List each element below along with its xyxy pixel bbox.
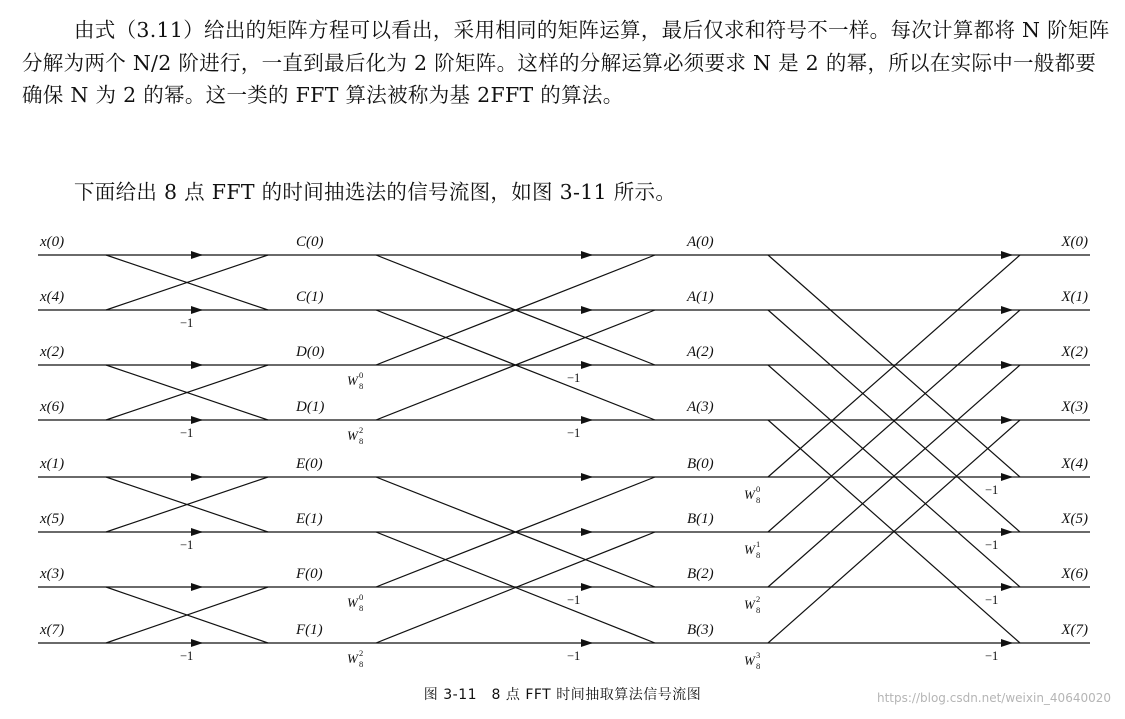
- output-label-1: X(1): [1061, 289, 1088, 305]
- svg-text:8: 8: [359, 659, 364, 669]
- stage2-neg-one-row-7: −1: [567, 649, 581, 663]
- stage3-neg-one-row-7: −1: [985, 649, 999, 663]
- twiddle-stage3-row-7: [744, 650, 760, 671]
- output-label-7: X(7): [1061, 622, 1088, 638]
- svg-text:3: 3: [756, 650, 761, 660]
- svg-text:8: 8: [756, 495, 761, 505]
- output-label-5: X(5): [1061, 511, 1088, 527]
- stage1-node-label-6: F(0): [296, 566, 323, 582]
- svg-text:0: 0: [756, 484, 761, 494]
- stage2-neg-one-row-2: −1: [567, 371, 581, 385]
- svg-text:1: 1: [756, 539, 761, 549]
- body-paragraph-2: 下面给出 8 点 FFT 的时间抽选法的信号流图，如图 3-11 所示。: [74, 180, 677, 204]
- twiddle-stage2-row-7: [347, 648, 363, 669]
- twiddle-stage3-row-4: [744, 484, 760, 505]
- svg-text:2: 2: [756, 594, 761, 604]
- input-label-7: x(7): [40, 622, 65, 638]
- svg-text:0: 0: [359, 592, 364, 602]
- figure-caption: 图 3-11 8 点 FFT 时间抽取算法信号流图: [423, 687, 702, 703]
- input-label-0: x(0): [40, 234, 65, 250]
- svg-text:8: 8: [359, 381, 364, 391]
- stage2-node-label-4: B(0): [687, 456, 714, 472]
- stage1-node-label-2: D(0): [296, 344, 325, 360]
- stage2-node-label-7: B(3): [687, 622, 714, 638]
- stage2-node-label-1: A(1): [687, 289, 714, 305]
- svg-text:8: 8: [756, 550, 761, 560]
- stage2-node-label-2: A(2): [687, 344, 714, 360]
- svg-text:8: 8: [756, 661, 761, 671]
- stage1-neg-one-row-7: −1: [180, 649, 194, 663]
- stage3-neg-one-row-5: −1: [985, 538, 999, 552]
- output-label-2: X(2): [1061, 344, 1088, 360]
- svg-text:8: 8: [359, 436, 364, 446]
- svg-text:W: W: [347, 428, 358, 443]
- stage1-neg-one-row-5: −1: [180, 538, 194, 552]
- stage2-node-label-0: A(0): [687, 234, 714, 250]
- twiddle-stage3-row-5: [744, 539, 760, 560]
- svg-text:2: 2: [359, 425, 364, 435]
- stage1-neg-one-row-3: −1: [180, 426, 194, 440]
- svg-text:W: W: [744, 542, 755, 557]
- flow-graph-edges: [38, 255, 1090, 643]
- stage1-neg-one-row-1: −1: [180, 316, 194, 330]
- twiddle-stage2-row-2: [347, 370, 363, 391]
- output-label-6: X(6): [1061, 566, 1088, 582]
- stage2-node-label-5: B(1): [687, 511, 714, 527]
- stage2-neg-one-row-6: −1: [567, 593, 581, 607]
- twiddle-stage3-row-6: [744, 594, 760, 615]
- stage1-node-label-5: E(1): [296, 511, 323, 527]
- svg-text:8: 8: [359, 603, 364, 613]
- svg-text:W: W: [347, 373, 358, 388]
- svg-text:8: 8: [756, 605, 761, 615]
- svg-text:W: W: [347, 651, 358, 666]
- input-label-5: x(5): [40, 511, 65, 527]
- svg-text:W: W: [347, 595, 358, 610]
- stage1-node-label-1: C(1): [296, 289, 324, 305]
- stage2-node-label-6: B(2): [687, 566, 714, 582]
- body-paragraph-1: 由式（3.11）给出的矩阵方程可以看出，采用相同的矩阵运算，最后仅求和符号不一样。每次计算都将 N 阶矩阵分解为两个 N/2 阶进行，一直到最后化为 2 阶矩阵。这样的分解运算必须要求 N 是 2 的幂，所以在实际中一般都要确保 N 为 2 的幂。这一类的 FFT 算法被称为基 2FFT 的算法。: [22, 18, 1110, 107]
- output-label-4: X(4): [1061, 456, 1088, 472]
- input-label-2: x(2): [40, 344, 65, 360]
- input-label-3: x(6): [40, 399, 65, 415]
- input-label-6: x(3): [40, 566, 65, 582]
- twiddle-stage2-row-6: [347, 592, 363, 613]
- twiddle-stage2-row-3: [347, 425, 363, 446]
- stage1-node-label-4: E(0): [296, 456, 323, 472]
- stage3-neg-one-row-4: −1: [985, 483, 999, 497]
- svg-text:2: 2: [359, 648, 364, 658]
- input-label-1: x(4): [40, 289, 65, 305]
- stage2-node-label-3: A(3): [687, 399, 714, 415]
- stage1-node-label-0: C(0): [296, 234, 324, 250]
- output-label-3: X(3): [1061, 399, 1088, 415]
- stage3-neg-one-row-6: −1: [985, 593, 999, 607]
- svg-text:0: 0: [359, 370, 364, 380]
- watermark-url: https://blog.csdn.net/weixin_40640020: [876, 691, 1111, 705]
- output-label-0: X(0): [1061, 234, 1088, 250]
- stage1-node-label-7: F(1): [296, 622, 323, 638]
- stage2-neg-one-row-3: −1: [567, 426, 581, 440]
- svg-text:W: W: [744, 597, 755, 612]
- svg-text:W: W: [744, 653, 755, 668]
- svg-text:W: W: [744, 487, 755, 502]
- stage1-node-label-3: D(1): [296, 399, 325, 415]
- input-label-4: x(1): [40, 456, 65, 472]
